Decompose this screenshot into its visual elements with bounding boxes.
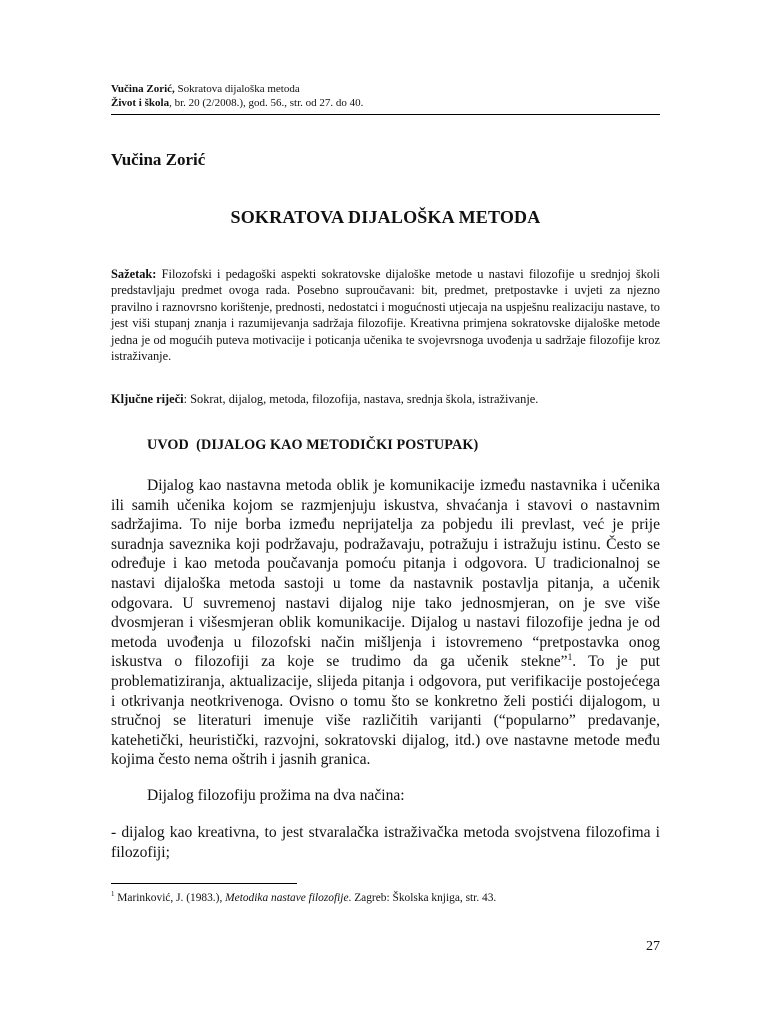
header-work-title: Sokratova dijaloška metoda: [174, 83, 300, 95]
footnote-divider: [111, 883, 297, 884]
header-author: Vučina Zorić,: [111, 83, 175, 95]
keywords-label: Ključne riječi: [111, 392, 184, 406]
article-author: Vučina Zorić: [111, 150, 206, 169]
header-line-2: [111, 96, 660, 110]
body-paragraph-1: [111, 476, 660, 770]
footnote-author: Marinković, J. (1983.),: [114, 892, 226, 904]
footnote-number: 1: [111, 891, 115, 899]
footnote-publisher: . Zagreb: Školska knjiga, str. 43.: [348, 892, 497, 904]
keywords: [111, 391, 671, 407]
footnote-reference[interactable]: 1: [567, 653, 573, 664]
keywords-text: : Sokrat, dijalog, metoda, filozofija, nastava, srednja škola, istraživanje.: [183, 392, 539, 406]
abstract-label: Sažetak:: [111, 267, 157, 281]
header-divider: [111, 114, 660, 115]
article-title: SOKRATOVA DIJALOŠKA METODA: [230, 207, 541, 227]
body-paragraph-2: Dijalog filozofiju prožima na dva načina:: [147, 787, 405, 804]
footnote: [111, 891, 496, 905]
abstract-text: Filozofski i pedagoški aspekti sokratovske dijaloške metode u nastavi filozofije u srednjoj školi predstavljaju predmet ovoga rada. Posebno suproučavani: bit, predmet, pretpostavke i uvjeti za njezno pravilno i raznovrsno korištenje, prednosti, nedostatci i mogućnosti utjecaja na uspješnu realizaciju nastave, to jest viši stupanj znanja i razumijevanja sadržaja filozofije. Kreativna primjena sokratovske dijaloške metode jedna je od mogućih puteva motivacije i poticanja učenika te svojevrsnoga uvođenja u sadržaje filozofije kroz istraživanje.: [111, 267, 660, 364]
running-header: [111, 82, 660, 110]
header-journal: Život i škola: [111, 97, 170, 109]
header-citation: , br. 20 (2/2008.), god. 56., str. od 27. do 40.: [169, 97, 364, 109]
page-number: 27: [646, 939, 660, 954]
header-line-1: [111, 82, 660, 96]
body-paragraph-3: - dijalog kao kreativna, to jest stvaralačka istraživačka metoda svojstvena filozofima i filozofiji;: [111, 824, 660, 861]
footnote-book-title: Metodika nastave filozofije: [225, 892, 349, 904]
paragraph-1-text-a: Dijalog kao nastavna metoda oblik je komunikacije između nastavnika i učenika ili samih učenika kojom se razmjenjuju iskustva, shvaćanja i stavovi o nastavnim sadržajima. To nije borba između neprijatelja za pobjedu ili prevlast, već je prije suradnja saveznika koji podržavaju, podražavaju, potražuju i istražuju istinu. Često se određuje i kao metoda poučavanja pomoću pitanja i odgovora. U tradicionalnoj se nastavi dijaloška metoda sastoji u tome da nastavnik postavlja pitanja, a učenik odgovara. U suvremenoj nastavi dijalog nije tako jednosmjeran, on je sve više dvosmjeran i višesmjeran oblik komunikacije. Dijalog u nastavi filozofije jedna je od metoda uvođenja u filozofski način mišljenja i istovremeno “pretpostavka onog iskustva o filozofiji za koje se trudimo da ga učenik stekne”: [111, 477, 660, 671]
paragraph-1-text-b: . To je put problematiziranja, aktualizacije, slijeda pitanja i odgovora, put verifikacije postojećega i otkrivanja neotkrivenoga. Ovisno o tomu što se konkretno želi postići dijalogom, u stručnoj se literaturi imenuje više različitih varijanti (“popularno” predavanje, katehetički, heuristički, razvojni, sokratovski dijalog, itd.) ove nastavne metode među kojima često nema oštrih i jasnih granica.: [111, 653, 660, 769]
section-heading: UVOD (DIJALOG KAO METODIČKI POSTUPAK): [147, 437, 479, 453]
abstract: [111, 266, 660, 364]
